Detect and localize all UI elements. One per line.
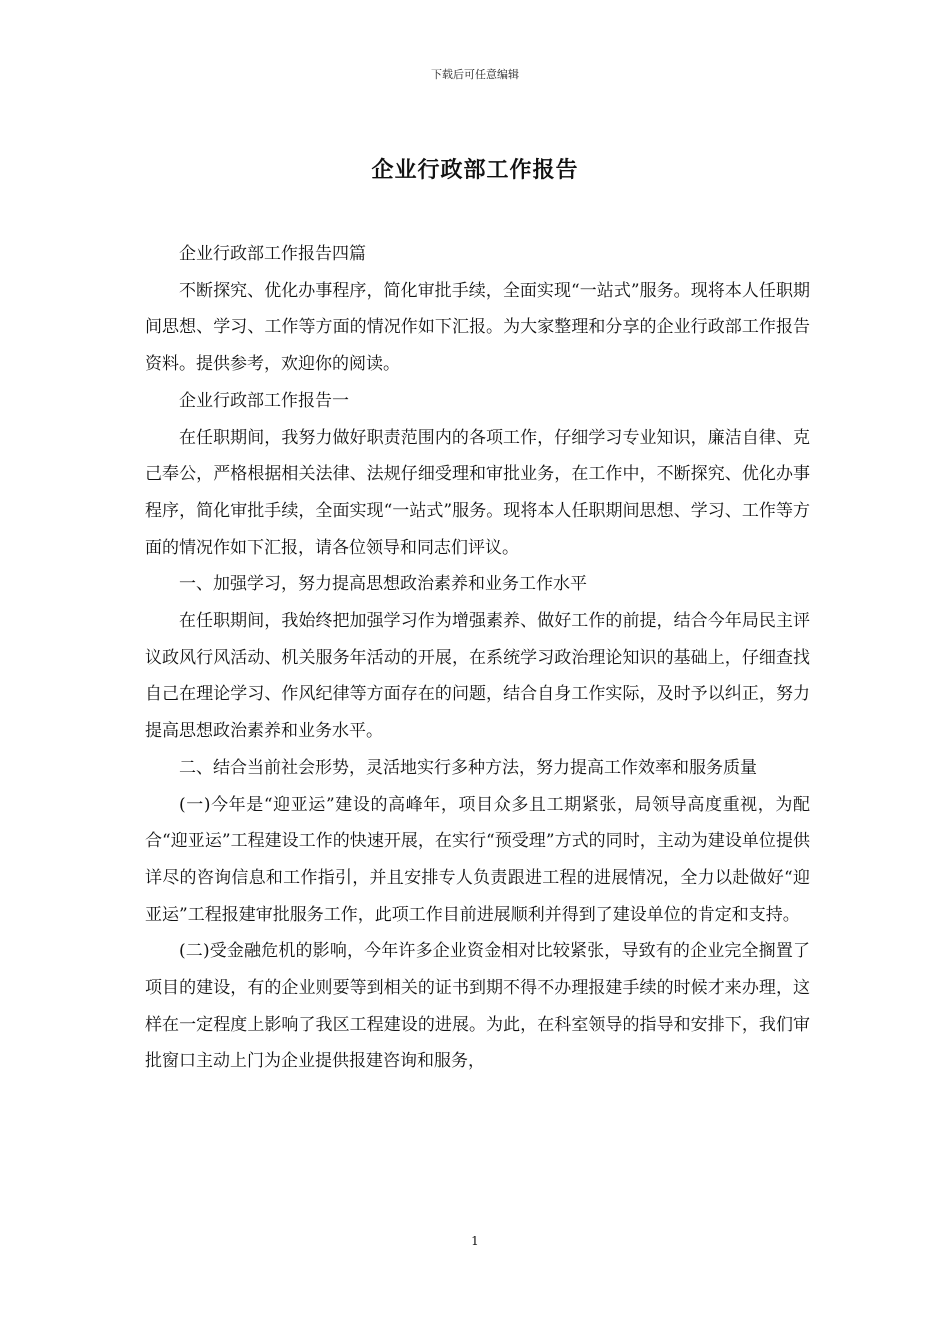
paragraph: 不断探究、优化办事程序，简化审批手续，全面实现“一站式”服务。现将本人任职期间思想、学习、工作等方面的情况作如下汇报。为大家整理和分享的企业行政部工作报告资料。提供参考，欢迎你的阅读。: [145, 280, 810, 375]
paragraph: 企业行政部工作报告一: [179, 390, 349, 411]
paragraph: 一、加强学习，努力提高思想政治素养和业务工作水平: [179, 574, 587, 595]
page-number: 1: [471, 1234, 479, 1248]
document-title: 企业行政部工作报告: [371, 157, 579, 183]
document-body: [145, 236, 810, 1080]
paragraph: 在任职期间，我始终把加强学习作为增强素养、做好工作的前提，结合今年局民主评议政风行风活动、机关服务年活动的开展，在系统学习政治理论知识的基础上，仔细查找自己在理论学习、作风纪律等方面存在的问题，结合自身工作实际，及时予以纠正，努力提高思想政治素养和业务水平。: [145, 611, 810, 742]
header-note: 下载后可任意编辑: [431, 68, 519, 81]
paragraph: (一)今年是“迎亚运”建设的高峰年，项目众多且工期紧张，局领导高度重视，为配合“迎亚运”工程建设工作的快速开展，在实行“预受理”方式的同时，主动为建设单位提供详尽的咨询信息和工作指引，并且安排专人负责跟进工程的进展情况，全力以赴做好“迎亚运”工程报建审批服务工作，此项工作目前进展顺利并得到了建设单位的肯定和支持。: [145, 794, 810, 925]
paragraph: 企业行政部工作报告四篇: [179, 244, 366, 264]
paragraph: 在任职期间，我努力做好职责范围内的各项工作，仔细学习专业知识，廉洁自律、克己奉公，严格根据相关法律、法规仔细受理和审批业务，在工作中，不断探究、优化办事程序，简化审批手续，全面实现“一站式”服务。现将本人任职期间思想、学习、工作等方面的情况作如下汇报，请各位领导和同志们评议。: [145, 427, 810, 558]
paragraph: (二)受金融危机的影响，今年许多企业资金相对比较紧张，导致有的企业完全搁置了项目的建设，有的企业则要等到相关的证书到期不得不办理报建手续的时候才来办理，这样在一定程度上影响了我区工程建设的进展。为此，在科室领导的指导和安排下，我们审批窗口主动上门为企业提供报建咨询和服务，: [145, 941, 810, 1072]
paragraph: 二、结合当前社会形势，灵活地实行多种方法，努力提高工作效率和服务质量: [179, 757, 757, 778]
